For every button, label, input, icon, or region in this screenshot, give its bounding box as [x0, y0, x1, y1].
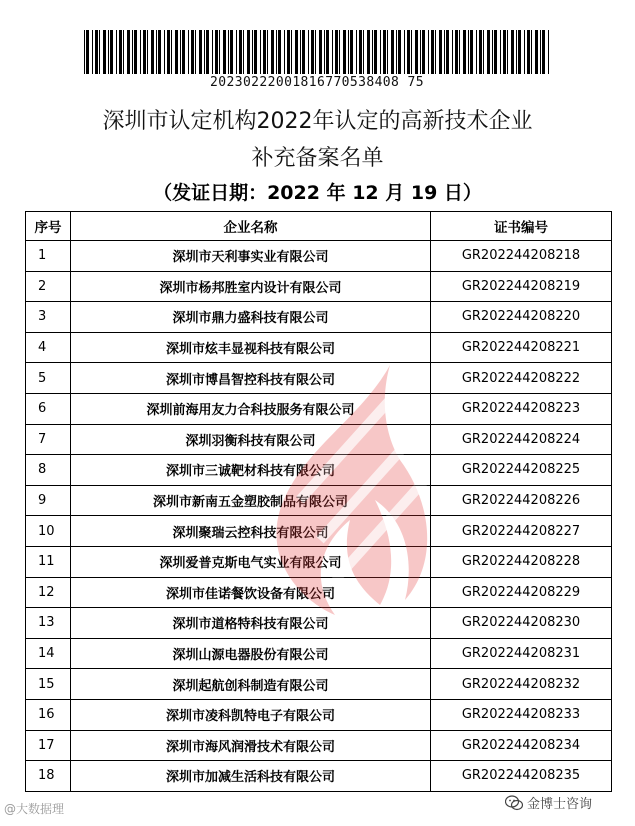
row-serial: 2: [26, 271, 71, 302]
row-company-name: 深圳起航创科制造有限公司: [71, 669, 431, 700]
row-company-name: 深圳市佳诺餐饮设备有限公司: [71, 577, 431, 608]
row-serial: 17: [26, 730, 71, 761]
footer-account: [505, 793, 592, 812]
document-subtitle: 补充备案名单: [251, 146, 384, 171]
row-certificate-number: GR202244208223: [431, 393, 612, 424]
row-certificate-number: GR202244208233: [431, 699, 612, 730]
row-certificate-number: GR202244208219: [431, 271, 612, 302]
table-row: [26, 363, 612, 394]
table-row: [26, 516, 612, 547]
row-certificate-number: GR202244208229: [431, 577, 612, 608]
company-table: [25, 211, 612, 792]
row-serial: 8: [26, 455, 71, 486]
row-company-name: 深圳羽衡科技有限公司: [71, 424, 431, 455]
row-certificate-number: GR202244208235: [431, 761, 612, 792]
row-certificate-number: GR202244208224: [431, 424, 612, 455]
row-certificate-number: GR202244208227: [431, 516, 612, 547]
row-serial: 7: [26, 424, 71, 455]
row-company-name: 深圳爱普克斯电气实业有限公司: [71, 546, 431, 577]
row-certificate-number: GR202244208234: [431, 730, 612, 761]
row-company-name: 深圳前海用友力合科技服务有限公司: [71, 393, 431, 424]
table-row: [26, 761, 612, 792]
issue-date: （发证日期：2022 年 12 月 19 日）: [153, 182, 482, 204]
table-row: [26, 608, 612, 639]
table-row: [26, 393, 612, 424]
barcode-number: 20230222001816770538408 75: [210, 75, 424, 90]
table-header-row: [26, 212, 612, 241]
row-certificate-number: GR202244208218: [431, 241, 612, 272]
barcode: [84, 30, 550, 74]
row-certificate-number: GR202244208230: [431, 608, 612, 639]
row-serial: 10: [26, 516, 71, 547]
row-serial: 5: [26, 363, 71, 394]
row-serial: 16: [26, 699, 71, 730]
row-company-name: 深圳市道格特科技有限公司: [71, 608, 431, 639]
document-title: 深圳市认定机构2022年认定的高新技术企业: [102, 109, 533, 134]
row-serial: 3: [26, 302, 71, 333]
header-certificate-number: 证书编号: [431, 212, 612, 241]
row-serial: 13: [26, 608, 71, 639]
table-row: [26, 271, 612, 302]
row-certificate-number: GR202244208225: [431, 455, 612, 486]
row-company-name: 深圳市新南五金塑胶制品有限公司: [71, 485, 431, 516]
footer-source-label: @大数据理: [4, 802, 65, 816]
row-company-name: 深圳市凌科凯特电子有限公司: [71, 699, 431, 730]
row-serial: 12: [26, 577, 71, 608]
row-certificate-number: GR202244208226: [431, 485, 612, 516]
header-company-name: 企业名称: [71, 212, 431, 241]
table-row: [26, 332, 612, 363]
table-row: [26, 424, 612, 455]
row-serial: 1: [26, 241, 71, 272]
row-serial: 15: [26, 669, 71, 700]
row-certificate-number: GR202244208232: [431, 669, 612, 700]
table-row: [26, 302, 612, 333]
row-serial: 4: [26, 332, 71, 363]
row-company-name: 深圳市海风润滑技术有限公司: [71, 730, 431, 761]
row-serial: 6: [26, 393, 71, 424]
table-row: [26, 699, 612, 730]
row-serial: 18: [26, 761, 71, 792]
table-row: [26, 669, 612, 700]
wechat-icon: [505, 795, 523, 811]
table-row: [26, 638, 612, 669]
row-certificate-number: GR202244208220: [431, 302, 612, 333]
table-row: [26, 485, 612, 516]
table-row: [26, 241, 612, 272]
row-company-name: 深圳市博昌智控科技有限公司: [71, 363, 431, 394]
row-company-name: 深圳市加减生活科技有限公司: [71, 761, 431, 792]
footer-source: [4, 800, 64, 817]
row-certificate-number: GR202244208228: [431, 546, 612, 577]
table-row: [26, 455, 612, 486]
table-row: [26, 546, 612, 577]
row-serial: 11: [26, 546, 71, 577]
header-serial: 序号: [26, 212, 71, 241]
row-certificate-number: GR202244208222: [431, 363, 612, 394]
row-company-name: 深圳市三诚靶材科技有限公司: [71, 455, 431, 486]
row-company-name: 深圳聚瑞云控科技有限公司: [71, 516, 431, 547]
footer-account-name: 金博士咨询: [527, 797, 593, 812]
row-company-name: 深圳山源电器股份有限公司: [71, 638, 431, 669]
table-row: [26, 730, 612, 761]
row-company-name: 深圳市天利事实业有限公司: [71, 241, 431, 272]
row-company-name: 深圳市炫丰显视科技有限公司: [71, 332, 431, 363]
row-serial: 14: [26, 638, 71, 669]
row-certificate-number: GR202244208221: [431, 332, 612, 363]
row-company-name: 深圳市鼎力盛科技有限公司: [71, 302, 431, 333]
row-serial: 9: [26, 485, 71, 516]
row-certificate-number: GR202244208231: [431, 638, 612, 669]
row-company-name: 深圳市杨邦胜室内设计有限公司: [71, 271, 431, 302]
table-row: [26, 577, 612, 608]
